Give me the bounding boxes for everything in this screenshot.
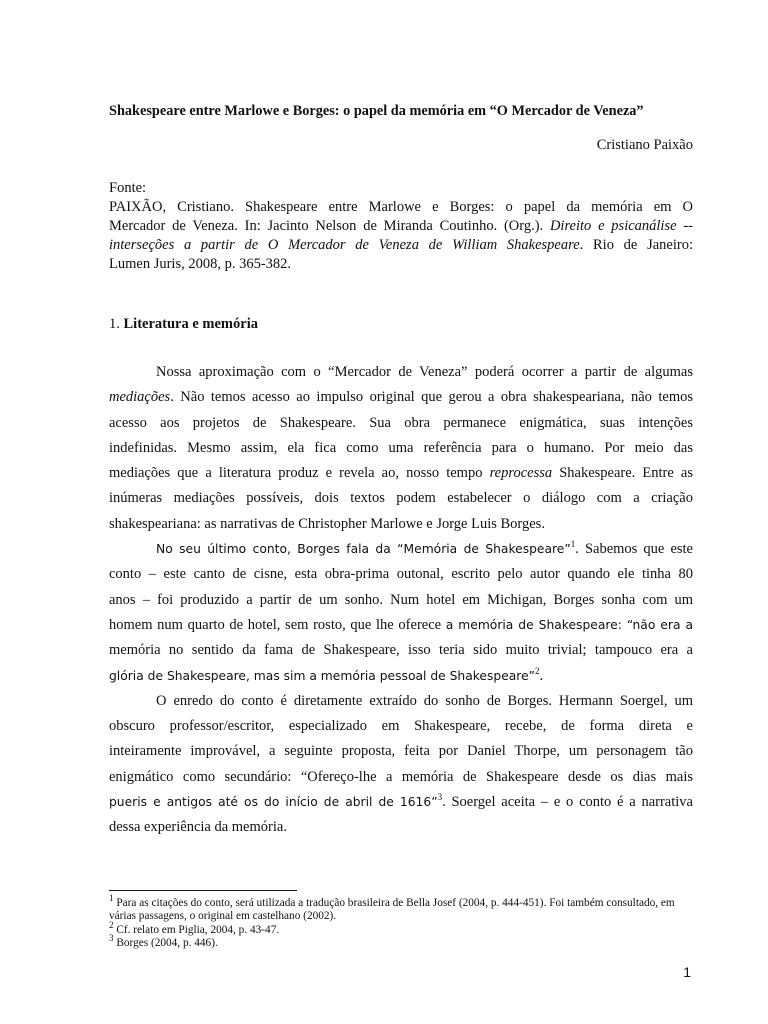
line-text: homem num quarto de hotel, sem rosto, que lhe oferece	[109, 616, 446, 633]
paragraph-line: memória no sentido da fama de Shakespeare, isso teria sido muito trivial; tampouco era a	[109, 642, 693, 659]
line-text: . Sabemos que este	[575, 541, 693, 558]
footnote-text: Cf. relato em Piglia, 2004, p. 43-47.	[113, 923, 280, 936]
footnote-text: Borges (2004, p. 446).	[113, 936, 218, 949]
section-number: 1.	[109, 316, 124, 332]
line-text: . Não temos acesso ao impulso original que gerou a obra shakespeariana, não temos	[170, 389, 693, 406]
emphasis-text: reprocessa	[489, 465, 553, 482]
footnote-ref[interactable]: 3	[437, 792, 443, 803]
quoted-text: No seu último conto, Borges fala da “Memória de Shakespeare”	[156, 542, 571, 557]
emphasis-text: mediações	[109, 389, 171, 406]
quoted-text: glória de Shakespeare, mas sim a memória pessoal de Shakespeare”	[109, 668, 536, 683]
footnote-1	[109, 893, 693, 924]
body-text	[109, 360, 693, 841]
source-text: . Rio de Janeiro:	[579, 237, 693, 253]
footnote-number: 1	[109, 893, 114, 904]
paragraph-line: inúmeras mediações possíveis, dois textos podem estabelecer o diálogo com a criação	[109, 490, 693, 507]
footnote-ref[interactable]: 2	[535, 665, 540, 676]
section-heading	[109, 316, 258, 333]
paragraph-line: acesso aos projetos de Shakespeare. Sua obra permanece enigmática, suas intenções	[109, 414, 693, 431]
paragraph-line	[109, 613, 693, 638]
footnote-3	[109, 933, 693, 950]
source-line-3	[109, 236, 693, 255]
line-text: Shakespeare. Entre as	[552, 465, 693, 482]
paragraph-line: conto – este canto de cisne, esta obra-prima outonal, escrito pelo autor quando ele tinha 80	[109, 566, 693, 583]
paragraph-line	[109, 537, 693, 562]
line-text: mediações que a literatura produz e revela ao, nosso tempo	[109, 465, 490, 482]
line-text: .	[539, 667, 544, 684]
author-name: Cristiano Paixão	[596, 137, 693, 153]
quoted-text: a memória de Shakespeare: “não era a	[445, 617, 693, 632]
paragraph-line: inteiramente improvável, a seguinte proposta, feita por Daniel Thorpe, um personagem tão	[109, 743, 693, 760]
page-number: 1	[683, 964, 691, 980]
paragraph-line: Nossa aproximação com o “Mercador de Veneza” poderá ocorrer a partir de algumas	[156, 364, 693, 380]
line-text: . Soergel aceita – e o conto é a narrativa	[442, 794, 693, 811]
footnote-divider	[109, 890, 297, 891]
footnotes	[109, 893, 693, 950]
source-text: Mercador de Veneza. In: Jacinto Nelson de Miranda Coutinho. (Org.).	[109, 218, 550, 234]
paragraph-line: obscuro professor/escritor, especializado em Shakespeare, recebe, de forma direta e	[109, 718, 693, 735]
source-book-subtitle: interseções a partir de O Mercador de Veneza de William Shakespeare	[109, 237, 580, 253]
source-line-2	[109, 217, 693, 236]
paragraph-line	[109, 461, 693, 486]
source-book-title: Direito e psicanálise --	[549, 218, 693, 234]
paragraph-line: anos – foi produzido a partir de um sonho. Num hotel em Michigan, Borges sonha com um	[109, 591, 693, 608]
paragraph-line	[109, 385, 693, 410]
source-label: Fonte:	[109, 180, 147, 196]
footnote-2	[109, 919, 693, 937]
quoted-text: pueris e antigos até os do início de abril de 1616”	[109, 795, 438, 810]
paragraph-line: enigmático como secundário: “Ofereço-lhe a memória de Shakespeare desde os dias mais	[109, 768, 693, 785]
footnote-ref[interactable]: 1	[570, 539, 576, 550]
paragraph-line	[109, 790, 693, 815]
footnote-number: 2	[109, 919, 114, 930]
source-line-1: PAIXÃO, Cristiano. Shakespeare entre Marlowe e Borges: o papel da memória em O	[109, 199, 693, 215]
paragraph-line: O enredo do conto é diretamente extraído do sonho de Borges. Hermann Soergel, um	[156, 692, 693, 709]
paragraph-line: dessa experiência da memória.	[109, 819, 287, 836]
paragraph-line: indefinidas. Mesmo assim, ela fica como uma referência para o humano. Por meio das	[109, 439, 693, 456]
paragraph-line	[109, 664, 693, 689]
document-title: Shakespeare entre Marlowe e Borges: o papel da memória em “O Mercador de Veneza”	[109, 103, 644, 119]
paragraph-line: shakespeariana: as narrativas de Christopher Marlowe e Jorge Luis Borges.	[109, 515, 545, 532]
section-title: Literatura e memória	[123, 316, 258, 332]
footnote-text: Para as citações do conto, será utilizada a tradução brasileira de Bella Josef (2004, p. 444-451). Foi também consultado, em várias passagens, o original em castelhano (2002).	[109, 897, 675, 923]
source-citation	[109, 179, 693, 274]
source-line-4: Lumen Juris, 2008, p. 365-382.	[109, 256, 292, 272]
footnote-number: 3	[109, 933, 114, 944]
